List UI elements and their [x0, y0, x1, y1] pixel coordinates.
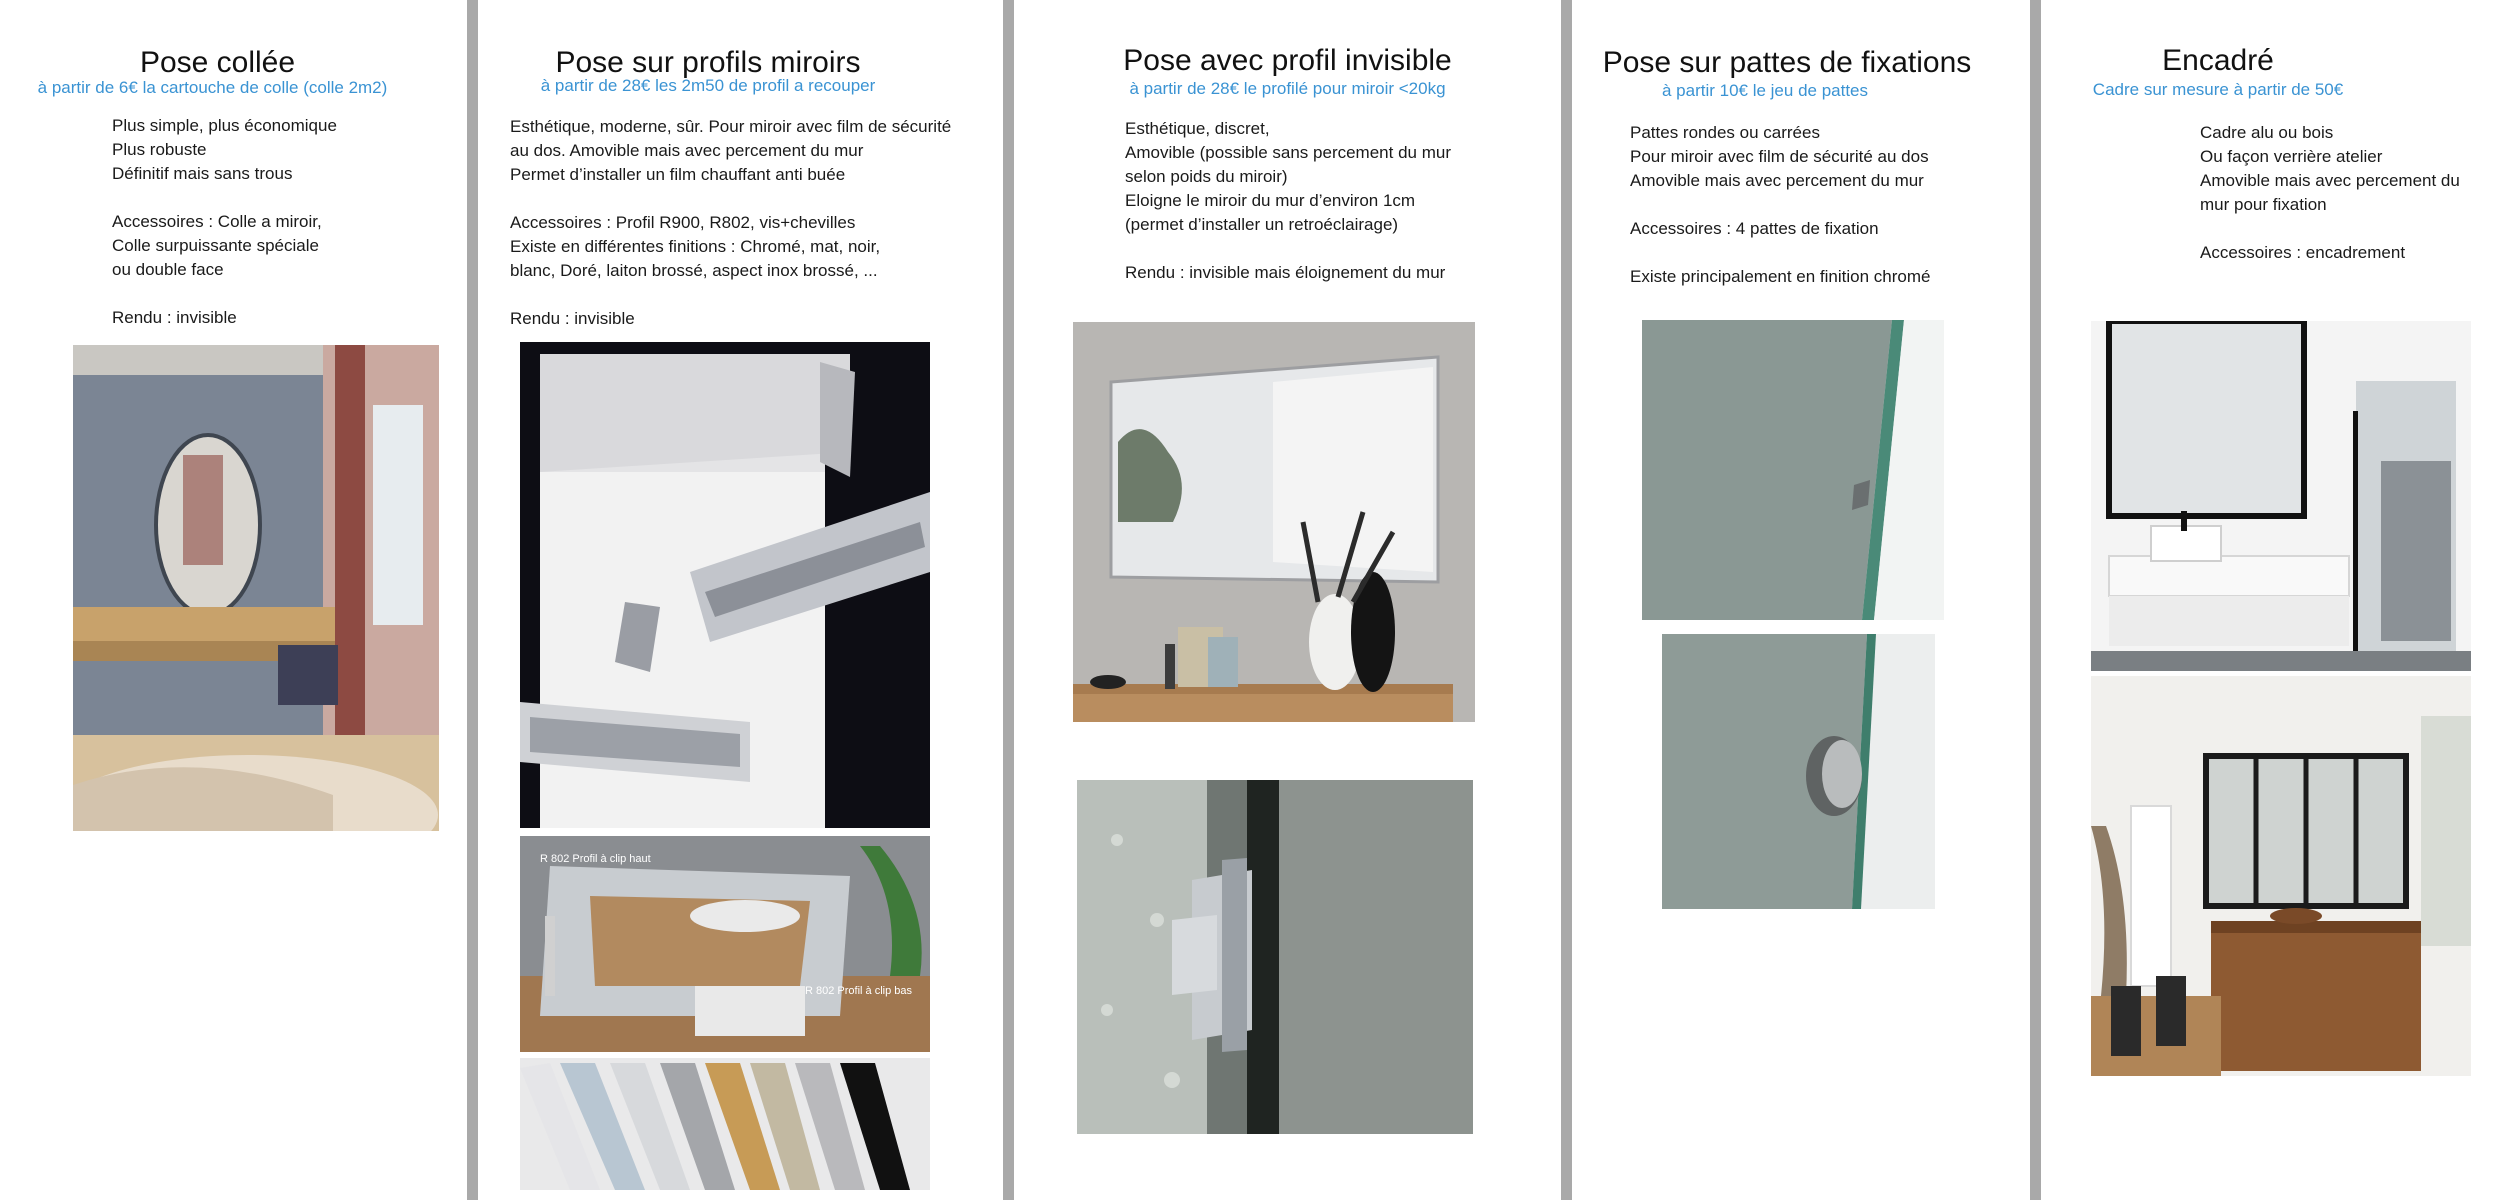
- description-line: Amovible mais avec percement du mur: [1630, 171, 1924, 190]
- aluminium-profile-photo: [520, 342, 930, 828]
- profile-label-bottom: R 802 Profil à clip bas: [805, 985, 912, 997]
- column-divider: [1003, 0, 1014, 1200]
- column-price: à partir de 28€ le profilé pour miroir <20kg: [1129, 79, 1446, 98]
- description-line: Rendu : invisible: [510, 309, 635, 328]
- column-description: [112, 114, 337, 330]
- column-description: [510, 115, 951, 331]
- column-pattes-fixation: [1572, 0, 2030, 1200]
- description-line: Amovible (possible sans percement du mur: [1125, 143, 1451, 162]
- description-line: Accessoires : Colle a miroir,: [112, 212, 322, 231]
- column-description: [2200, 121, 2460, 265]
- invisible-mirror-photo: [1073, 322, 1475, 722]
- column-pose-profils: [478, 0, 1003, 1200]
- description-line: mur pour fixation: [2200, 195, 2327, 214]
- description-line: [510, 187, 951, 211]
- column-divider: [2030, 0, 2041, 1200]
- description-line: au dos. Amovible mais avec percement du mur: [510, 141, 864, 160]
- description-line: selon poids du miroir): [1125, 167, 1288, 186]
- description-line: Colle surpuissante spéciale: [112, 236, 319, 255]
- description-line: [1630, 241, 1930, 265]
- column-encadre: [2041, 0, 2500, 1200]
- description-line: Accessoires : 4 pattes de fixation: [1630, 219, 1879, 238]
- description-line: [510, 283, 951, 307]
- column-price: Cadre sur mesure à partir de 50€: [2092, 80, 2344, 99]
- description-line: blanc, Doré, laiton brossé, aspect inox brossé, ...: [510, 261, 878, 280]
- description-line: [112, 186, 337, 210]
- description-line: [1125, 237, 1451, 261]
- column-divider: [1561, 0, 1572, 1200]
- column-title: Pose collée: [139, 46, 296, 79]
- description-line: Rendu : invisible mais éloignement du mur: [1125, 263, 1446, 282]
- description-line: ou double face: [112, 260, 224, 279]
- description-line: Ou façon verrière atelier: [2200, 147, 2383, 166]
- profile-finishes-photo: [520, 1058, 930, 1190]
- description-line: Plus robuste: [112, 140, 207, 159]
- description-line: (permet d’installer un retroéclairage): [1125, 215, 1399, 234]
- framed-bathroom-mirror-photo: [2091, 321, 2471, 671]
- column-pose-collee: [0, 0, 467, 1200]
- description-line: Accessoires : encadrement: [2200, 243, 2406, 262]
- description-line: Existe principalement en finition chromé: [1630, 267, 1931, 286]
- column-divider: [467, 0, 478, 1200]
- description-line: Rendu : invisible: [112, 308, 237, 327]
- square-clip-photo: [1642, 320, 1944, 620]
- column-price: à partir 10€ le jeu de pattes: [1661, 81, 1869, 100]
- column-title: Pose sur profils miroirs: [555, 46, 861, 79]
- bedroom-oval-mirror-photo: [73, 345, 439, 831]
- description-line: Esthétique, moderne, sûr. Pour miroir avec film de sécurité: [510, 117, 952, 136]
- description-line: [112, 282, 337, 306]
- description-line: Pattes rondes ou carrées: [1630, 123, 1820, 142]
- description-line: Accessoires : Profil R900, R802, vis+chevilles: [510, 213, 856, 232]
- description-line: Plus simple, plus économique: [112, 116, 337, 135]
- column-price: à partir de 6€ la cartouche de colle (colle 2m2): [37, 78, 388, 97]
- column-description: [1630, 121, 1930, 289]
- invisible-profile-closeup-photo: [1077, 780, 1473, 1134]
- description-line: Permet d’installer un film chauffant anti buée: [510, 165, 846, 184]
- atelier-style-mirror-photo: [2091, 676, 2471, 1076]
- round-clip-photo: [1662, 634, 1935, 909]
- description-line: [1630, 193, 1930, 217]
- description-line: Pour miroir avec film de sécurité au dos: [1630, 147, 1929, 166]
- description-line: Définitif mais sans trous: [112, 164, 293, 183]
- description-line: Amovible mais avec percement du: [2200, 171, 2460, 190]
- column-title: Pose sur pattes de fixations: [1602, 46, 1972, 79]
- column-price: à partir de 28€ les 2m50 de profil a recouper: [540, 76, 876, 95]
- column-description: [1125, 117, 1451, 285]
- profile-label-top: R 802 Profil à clip haut: [540, 853, 651, 865]
- description-line: Existe en différentes finitions : Chromé, mat, noir,: [510, 237, 881, 256]
- column-title: Pose avec profil invisible: [1123, 44, 1452, 77]
- bathroom-profile-photo: [520, 836, 930, 1052]
- column-profil-invisible: [1014, 0, 1561, 1200]
- description-line: [2200, 217, 2460, 241]
- description-line: Esthétique, discret,: [1125, 119, 1270, 138]
- description-line: Cadre alu ou bois: [2200, 123, 2334, 142]
- column-title: Encadré: [2162, 44, 2274, 77]
- description-line: Eloigne le miroir du mur d’environ 1cm: [1125, 191, 1416, 210]
